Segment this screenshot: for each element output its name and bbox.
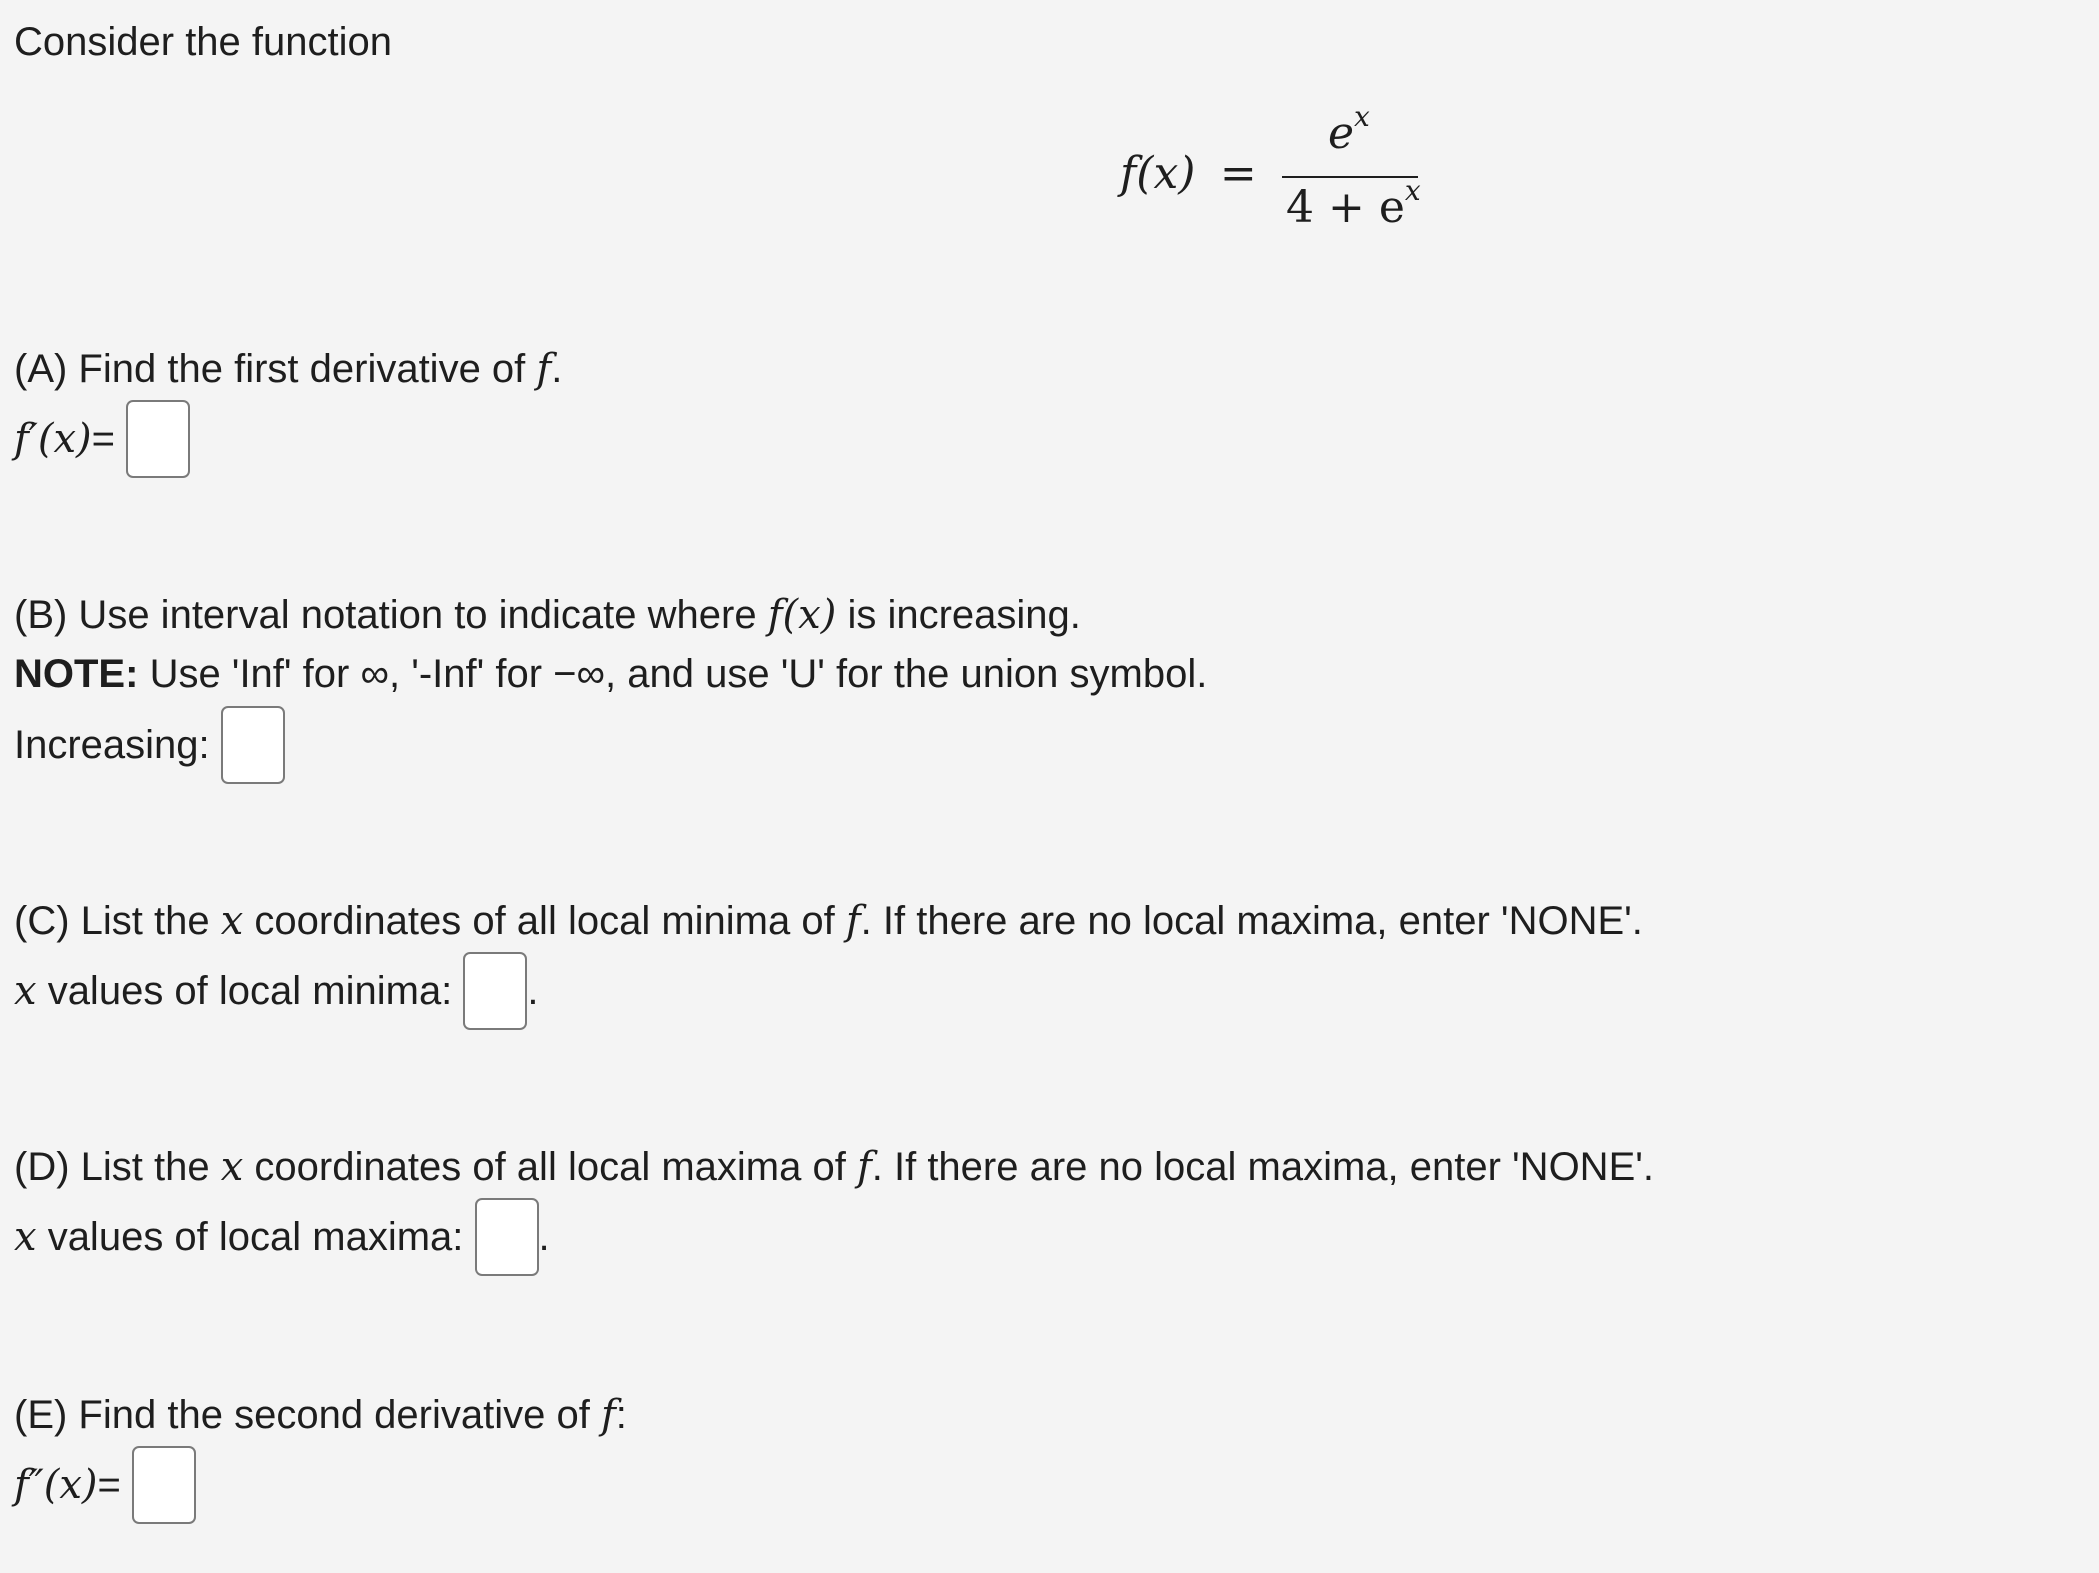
local-minima-label: values of local minima: xyxy=(47,968,453,1013)
local-maxima-label: values of local maxima: xyxy=(47,1214,464,1259)
local-maxima-input[interactable] xyxy=(475,1198,539,1276)
part-a-label: f′(x) xyxy=(14,416,92,462)
part-e-prompt: (E) Find the second derivative of f: xyxy=(14,1392,627,1438)
part-c-prompt: (C) List the x coordinates of all local minima of f. If there are no local maxima, enter 'NONE'. xyxy=(14,898,1643,944)
part-e-equals: = xyxy=(97,1462,121,1507)
increasing-label: Increasing: xyxy=(14,722,210,767)
part-d-prompt: (D) List the x coordinates of all local maxima of f. If there are no local maxima, enter 'NONE'. xyxy=(14,1144,1654,1190)
local-minima-input[interactable] xyxy=(463,952,527,1030)
part-a-answer-row xyxy=(14,400,190,478)
first-derivative-input[interactable] xyxy=(126,400,190,478)
fraction-bar xyxy=(1282,176,1418,178)
part-b-note: NOTE: Use 'Inf' for ∞, '-Inf' for −∞, and use 'U' for the union symbol. xyxy=(14,652,1208,696)
part-a-equals: = xyxy=(91,416,116,461)
equals-sign: = xyxy=(1219,148,1257,199)
part-b-answer-row xyxy=(14,706,285,784)
second-derivative-input[interactable] xyxy=(132,1446,196,1524)
part-a-prompt: (A) Find the first derivative of f. xyxy=(14,346,563,392)
part-c-answer-row: x values of local minima: . xyxy=(14,952,539,1030)
part-b-prompt: (B) Use interval notation to indicate where f(x) is increasing. xyxy=(14,592,1081,638)
increasing-interval-input[interactable] xyxy=(221,706,285,784)
part-e-answer-row xyxy=(14,1446,196,1524)
part-e-label: f″(x) xyxy=(14,1462,98,1508)
intro-text: Consider the function xyxy=(14,20,393,64)
part-d-answer-row: x values of local maxima: . xyxy=(14,1198,550,1276)
fraction-denominator: $4 + e^x$ xyxy=(1286,174,1421,233)
function-lhs: f(x) xyxy=(1120,148,1196,199)
fraction-numerator: $e^x$ xyxy=(1328,100,1370,159)
